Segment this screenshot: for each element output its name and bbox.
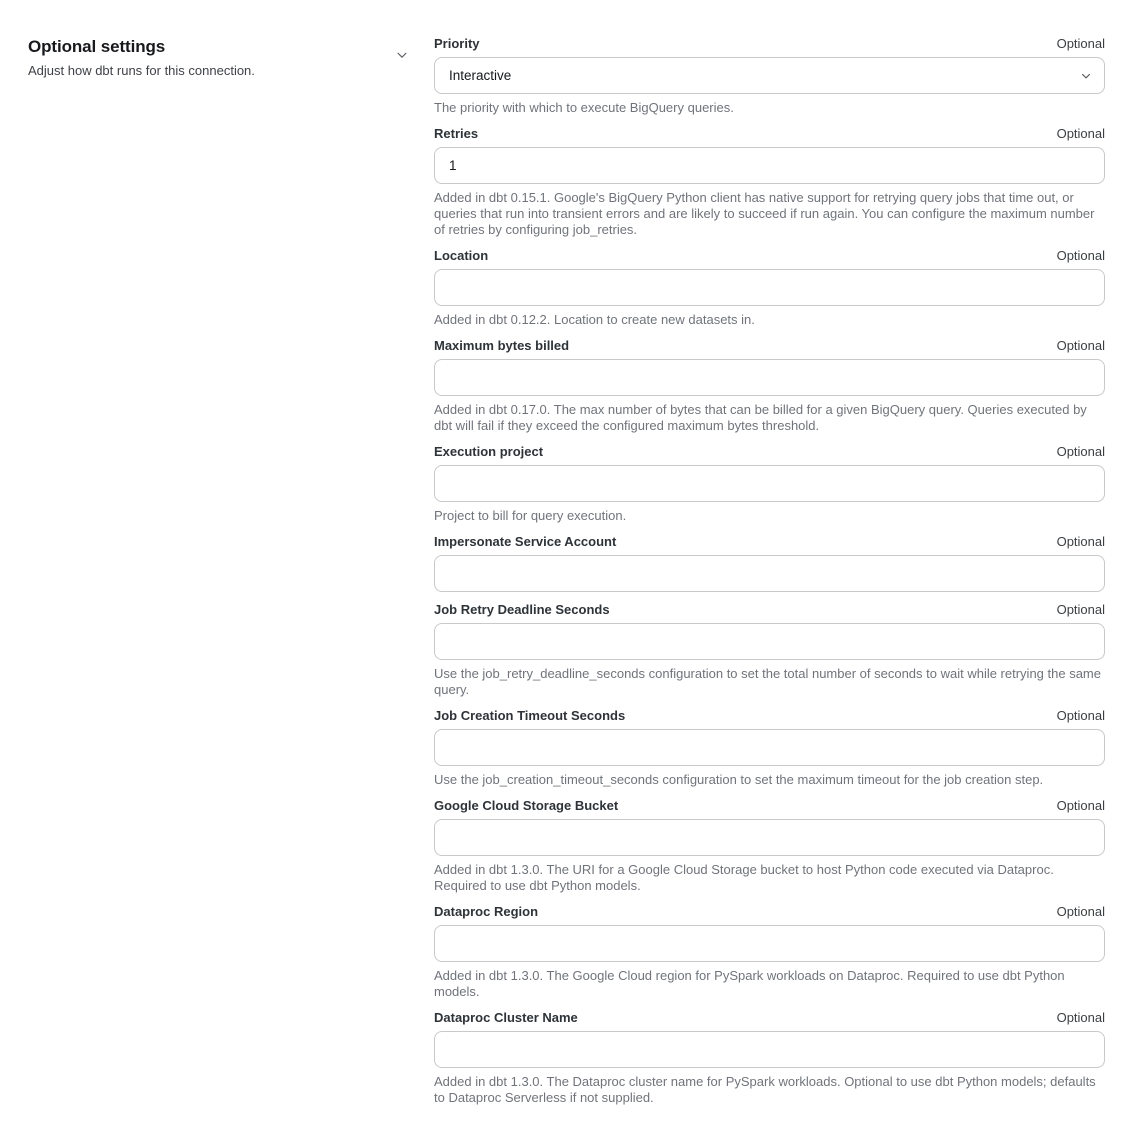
location-label: Location (434, 248, 489, 263)
dataproc-cluster-name-label: Dataproc Cluster Name (434, 1010, 578, 1025)
field-dataproc-region (434, 904, 1105, 1000)
chevron-down-icon (1080, 70, 1092, 82)
field-header (434, 798, 1105, 814)
optional-badge: Optional (1056, 126, 1105, 141)
field-job-creation-timeout-seconds (434, 708, 1105, 788)
select-value: Interactive (449, 68, 512, 83)
field-priority (434, 36, 1105, 116)
retries-help: Added in dbt 0.15.1. Google's BigQuery Python client has native support for retrying query jobs that time out, or queries that run into transient errors and are likely to succeed if run again. You can configure the maximum number of retries by configuring job_retries. (434, 190, 1095, 237)
location-input[interactable] (434, 269, 1105, 306)
optional-badge: Optional (1056, 904, 1105, 919)
field-impersonate-service-account (434, 534, 1105, 592)
optional-badge: Optional (1056, 338, 1105, 353)
optional-badge: Optional (1056, 534, 1105, 549)
optional-badge: Optional (1056, 36, 1105, 51)
optional-badge: Optional (1056, 708, 1105, 723)
field-header (434, 602, 1105, 618)
optional-badge: Optional (1056, 248, 1105, 263)
section-intro-text (28, 36, 255, 79)
field-header (434, 904, 1105, 920)
optional-badge: Optional (1056, 444, 1105, 459)
job-retry-deadline-seconds-help: Use the job_retry_deadline_seconds configuration to set the total number of seconds to wait while retrying the same query. (434, 666, 1101, 697)
section-subtitle: Adjust how dbt runs for this connection. (28, 63, 255, 78)
dataproc-cluster-name-help: Added in dbt 1.3.0. The Dataproc cluster name for PySpark workloads. Optional to use dbt Python models; defaults to Dataproc Serverless if not supplied. (434, 1074, 1096, 1105)
retries-label: Retries (434, 126, 479, 141)
execution-project-help: Project to bill for query execution. (434, 508, 627, 523)
optional-badge: Optional (1056, 798, 1105, 813)
field-header (434, 126, 1105, 142)
execution-project-input[interactable] (434, 465, 1105, 502)
optional-badge: Optional (1056, 602, 1105, 617)
impersonate-service-account-label: Impersonate Service Account (434, 534, 617, 549)
field-dataproc-cluster-name (434, 1010, 1105, 1106)
dataproc-region-help: Added in dbt 1.3.0. The Google Cloud region for PySpark workloads on Dataproc. Required to use dbt Python models. (434, 968, 1065, 999)
retries-input[interactable] (434, 147, 1105, 184)
field-job-retry-deadline-seconds (434, 602, 1105, 698)
execution-project-label: Execution project (434, 444, 544, 459)
field-maximum-bytes-billed (434, 338, 1105, 434)
job-creation-timeout-seconds-help: Use the job_creation_timeout_seconds configuration to set the maximum timeout for the job creation step. (434, 772, 1044, 787)
section-title: Optional settings (28, 37, 166, 56)
maximum-bytes-billed-input[interactable] (434, 359, 1105, 396)
field-google-cloud-storage-bucket (434, 798, 1105, 894)
field-execution-project (434, 444, 1105, 524)
section-intro (28, 36, 418, 79)
dataproc-cluster-name-input[interactable] (434, 1031, 1105, 1068)
google-cloud-storage-bucket-label: Google Cloud Storage Bucket (434, 798, 619, 813)
field-header (434, 338, 1105, 354)
field-header (434, 534, 1105, 550)
google-cloud-storage-bucket-input[interactable] (434, 819, 1105, 856)
priority-label: Priority (434, 36, 480, 51)
field-retries (434, 126, 1105, 238)
google-cloud-storage-bucket-help: Added in dbt 1.3.0. The URI for a Google Cloud Storage bucket to host Python code executed via Dataproc. Required to use dbt Python models. (434, 862, 1054, 893)
location-help: Added in dbt 0.12.2. Location to create new datasets in. (434, 312, 755, 327)
job-creation-timeout-seconds-input[interactable] (434, 729, 1105, 766)
field-location (434, 248, 1105, 328)
priority-help: The priority with which to execute BigQuery queries. (434, 100, 734, 115)
maximum-bytes-billed-label: Maximum bytes billed (434, 338, 570, 353)
field-header (434, 708, 1105, 724)
field-header (434, 248, 1105, 264)
field-header (434, 36, 1105, 52)
optional-badge: Optional (1056, 1010, 1105, 1025)
job-retry-deadline-seconds-label: Job Retry Deadline Seconds (434, 602, 610, 617)
job-creation-timeout-seconds-label: Job Creation Timeout Seconds (434, 708, 626, 723)
dataproc-region-input[interactable] (434, 925, 1105, 962)
maximum-bytes-billed-help: Added in dbt 0.17.0. The max number of bytes that can be billed for a given BigQuery query. Queries executed by dbt will fail if they exceed the configured maximum bytes threshold. (434, 402, 1087, 433)
form-fields (434, 36, 1105, 1116)
chevron-down-icon (395, 48, 409, 62)
priority-select[interactable] (434, 57, 1105, 94)
field-header (434, 444, 1105, 460)
field-header (434, 1010, 1105, 1026)
impersonate-service-account-input[interactable] (434, 555, 1105, 592)
dataproc-region-label: Dataproc Region (434, 904, 539, 919)
job-retry-deadline-seconds-input[interactable] (434, 623, 1105, 660)
section-collapse-button[interactable] (394, 47, 410, 63)
